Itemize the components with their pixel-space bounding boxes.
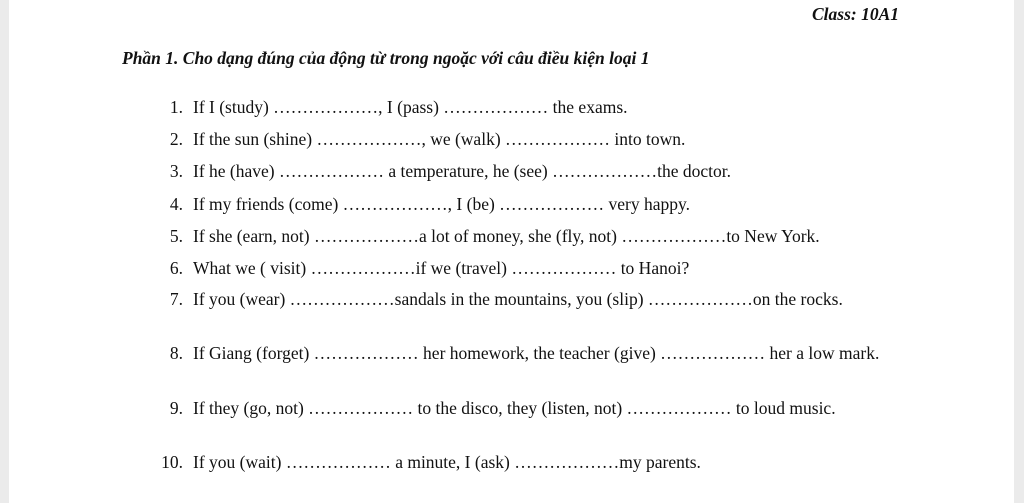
exercise-number: 10.	[161, 452, 183, 472]
exercise-number: 5.	[169, 226, 183, 246]
document-page	[9, 0, 1014, 503]
exercise-text: If the sun (shine) ………………, we (walk) ……………… into town.	[193, 129, 686, 149]
exercise-text: If Giang (forget) ……………… her homework, the teacher (give) ……………… her a low mark.	[193, 343, 880, 363]
exercise-text: If you (wear) ………………sandals in the mountains, you (slip) ………………on the rocks.	[193, 289, 843, 309]
section-title: Phần 1. Cho dạng đúng của động từ trong ngoặc với câu điều kiện loại 1	[122, 48, 650, 68]
exercise-number: 3.	[169, 161, 183, 181]
exercise-number: 4.	[169, 194, 183, 214]
exercise-text: If you (wait) ……………… a minute, I (ask) ………………my parents.	[193, 452, 701, 472]
exercise-text: If he (have) ……………… a temperature, he (see) ………………the doctor.	[193, 161, 731, 181]
exercise-text: If my friends (come) ………………, I (be) ……………… very happy.	[193, 194, 691, 214]
exercise-number: 9.	[169, 398, 183, 418]
exercise-text: If she (earn, not) ………………a lot of money, she (fly, not) ………………to New York.	[193, 226, 820, 246]
exercise-number: 6.	[169, 258, 183, 278]
exercise-number: 2.	[169, 129, 183, 149]
class-label: Class: 10A1	[811, 4, 899, 24]
exercise-text: If they (go, not) ……………… to the disco, they (listen, not) ……………… to loud music.	[193, 398, 836, 418]
exercise-text: What we ( visit) ………………if we (travel) ……………… to Hanoi?	[193, 258, 690, 278]
exercise-number: 7.	[169, 289, 183, 309]
exercise-text: If I (study) ………………, I (pass) ……………… the exams.	[193, 97, 628, 117]
exercise-number: 8.	[169, 343, 183, 363]
exercise-number: 1.	[169, 97, 183, 117]
